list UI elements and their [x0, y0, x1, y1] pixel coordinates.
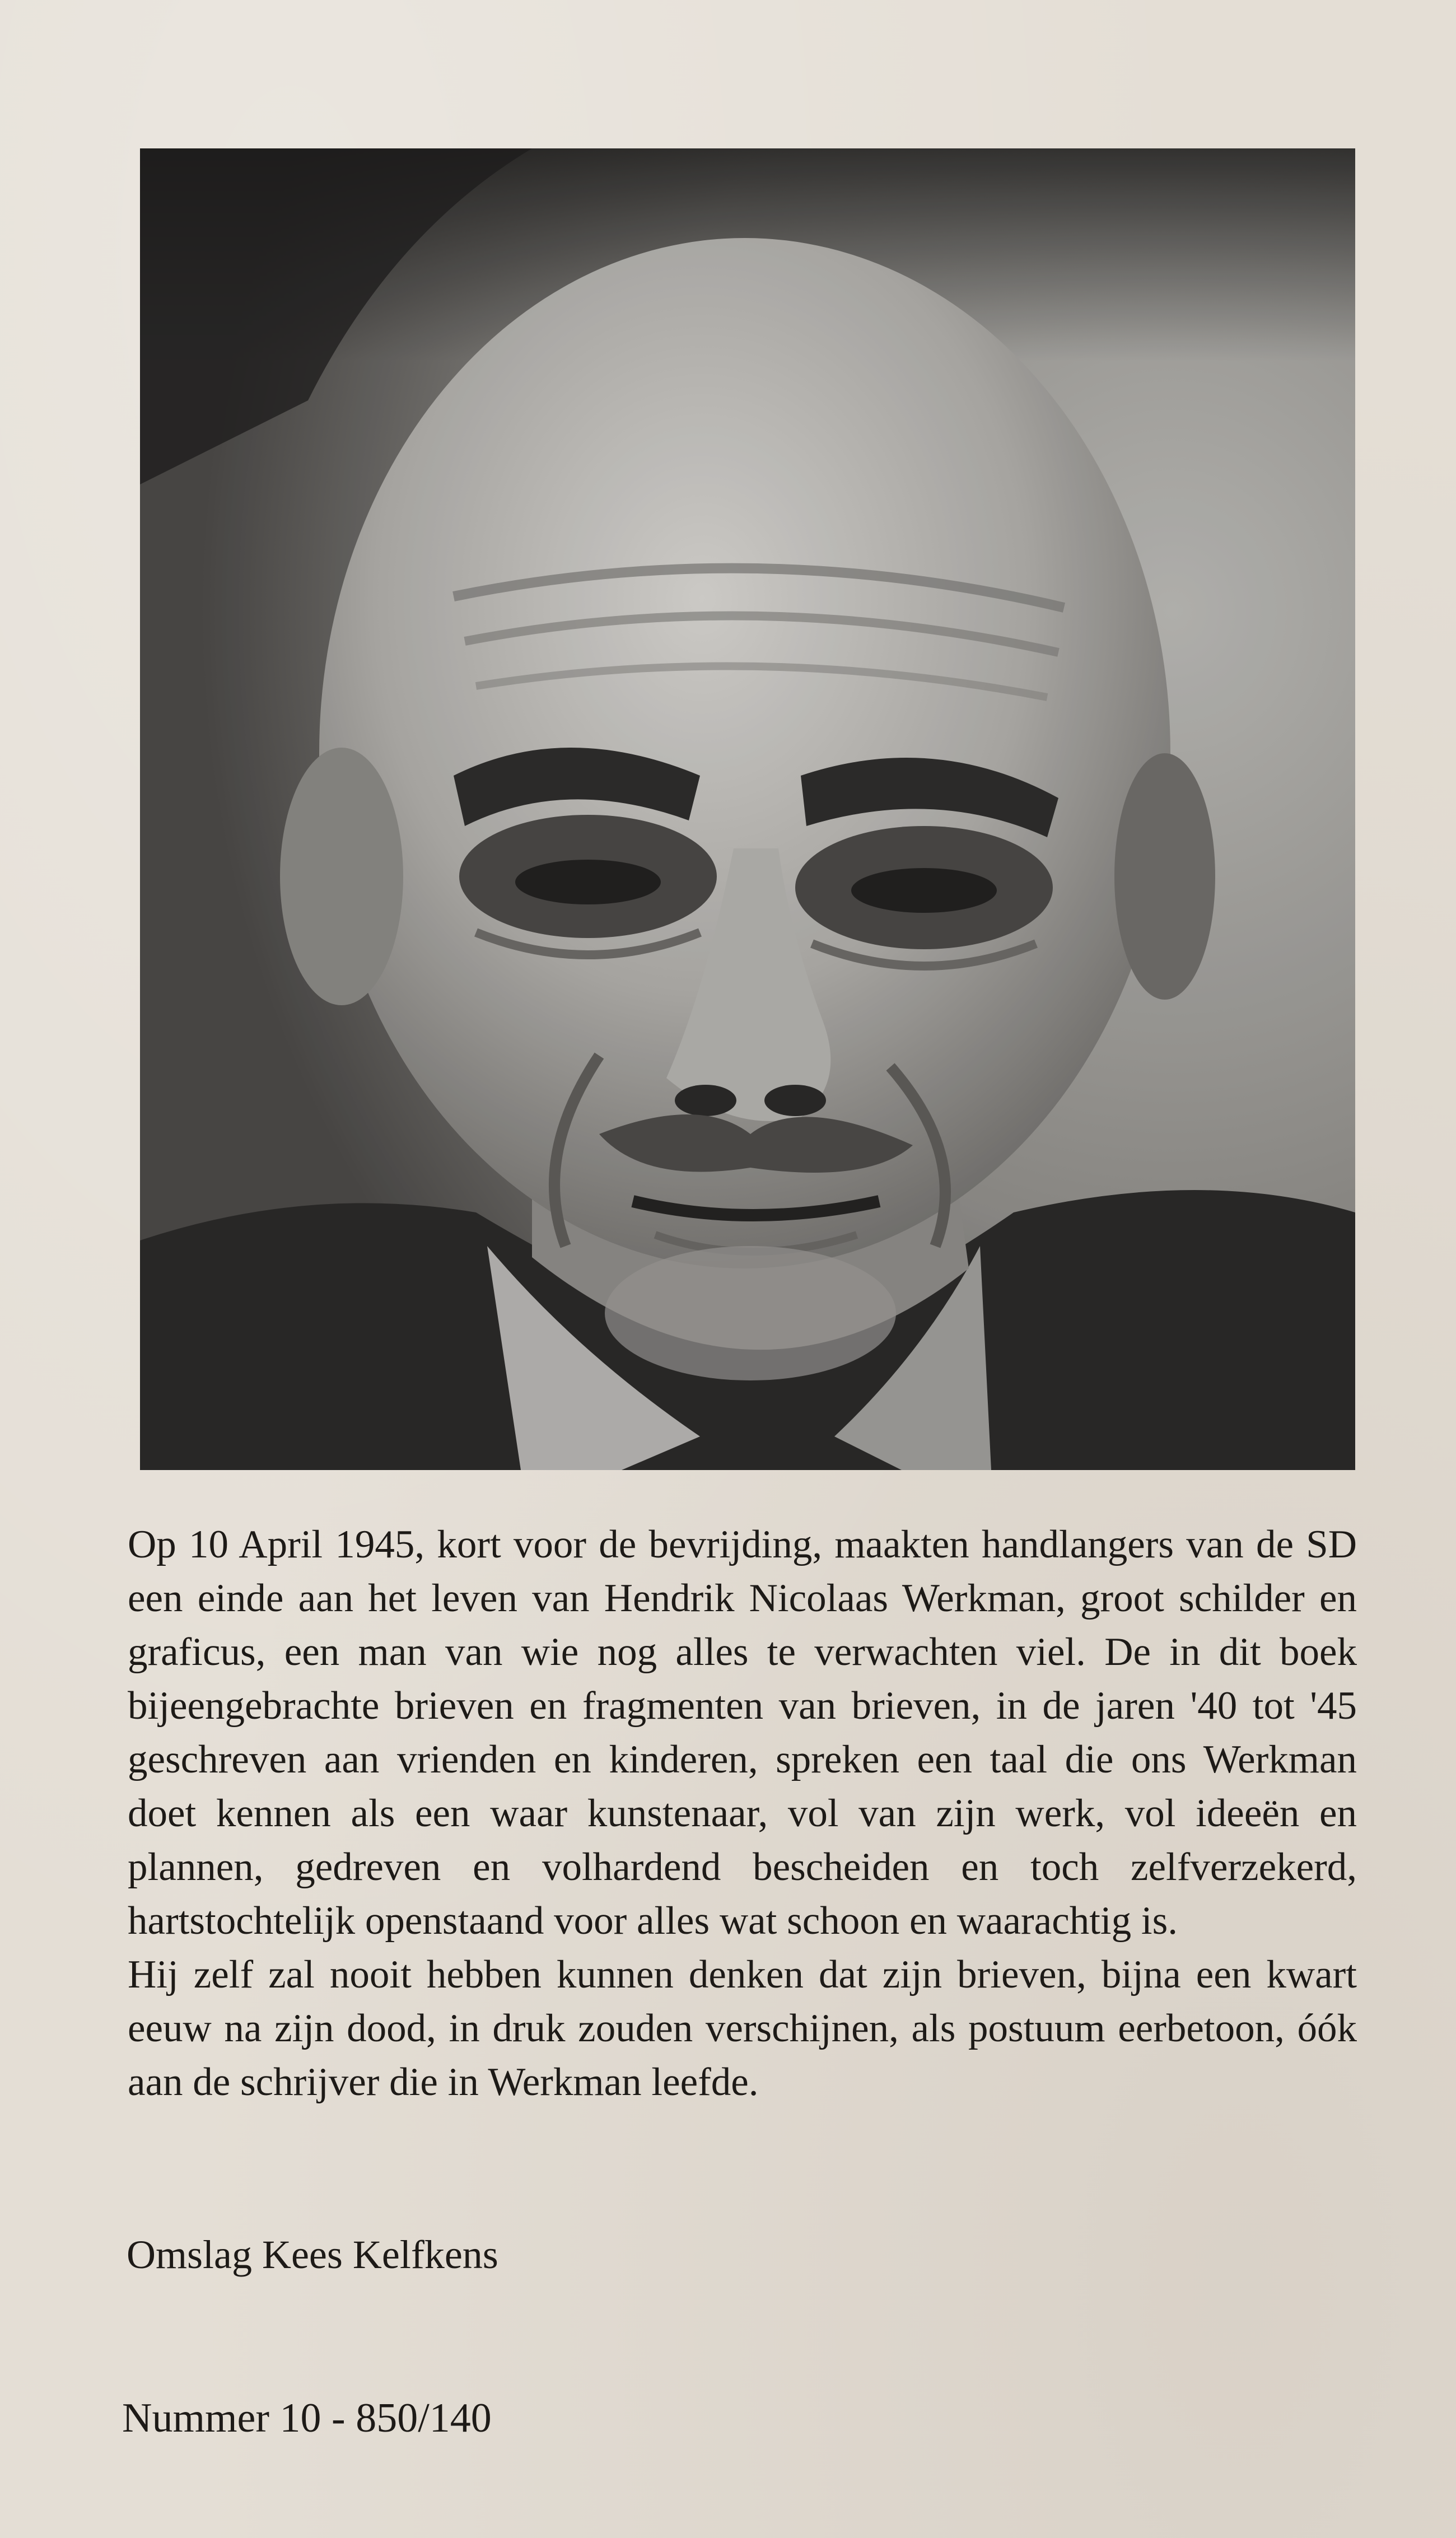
blurb-paragraph-2: Hij zelf zal nooit hebben kunnen denken dat zijn brieven, bijna een kwart eeuw na zijn dood, in druk zouden verschijnen, als postuum eerbetoon, óók aan de schrijver die in Werkman leefde.	[128, 1953, 1357, 2104]
back-cover-blurb	[128, 1518, 1357, 2109]
cover-credit: Omslag Kees Kelfkens	[127, 2232, 498, 2277]
series-number: Nummer 10 - 850/140	[122, 2395, 492, 2441]
author-portrait	[140, 148, 1355, 1470]
portrait-photo-icon	[140, 148, 1355, 1470]
blurb-paragraph-1: Op 10 April 1945, kort voor de bevrijding, maakten handlangers van de SD een einde aan het leven van Hendrik Nicolaas Werkman, groot schilder en graficus, een man van wie nog alles te verwachten viel. De in dit boek bijeengebrachte brieven en fragmenten van brieven, in de jaren '40 tot '45 geschreven aan vrienden en kinderen, spreken een taal die ons Werkman doet kennen als een waar kunstenaar, vol van zijn werk, vol ideeën en plannen, gedreven en volhardend bescheiden en toch zelfverzekerd, hartstochtelijk openstaand voor alles wat schoon en waarachtig is.	[128, 1523, 1357, 1943]
